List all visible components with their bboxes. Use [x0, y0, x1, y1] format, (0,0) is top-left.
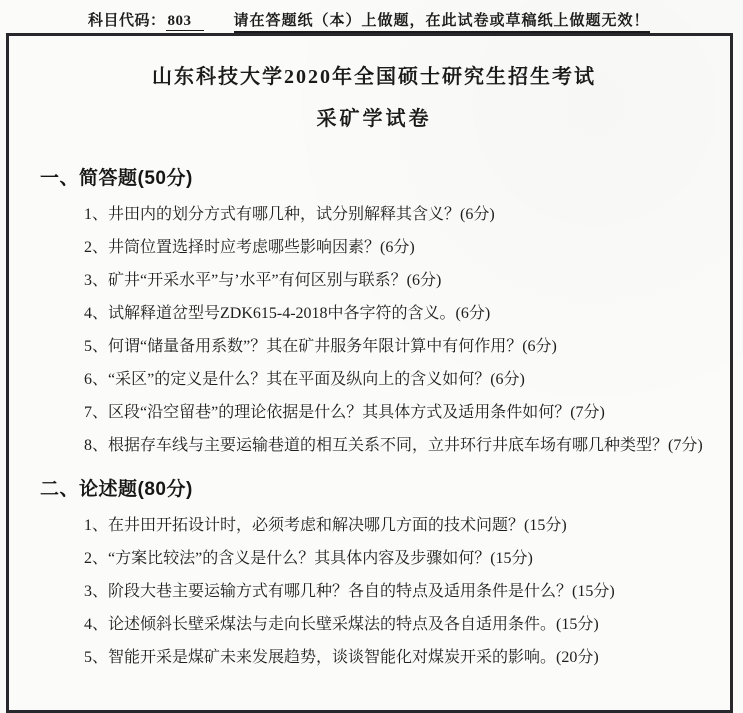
- answer-sheet-notice: 请在答题纸（本）上做题，在此试卷或草稿纸上做题无效！: [234, 9, 650, 33]
- question-item: 2、井筒位置选择时应考虑哪些影响因素？(6分): [84, 239, 415, 256]
- question-item: 2、“方案比较法”的含义是什么？其具体内容及步骤如何？(15分): [84, 550, 533, 567]
- question-item: 3、矿井“开采水平”与’水平”有何区别与联系？(6分): [84, 272, 442, 289]
- section-essay: [40, 474, 708, 668]
- paper-header: [88, 9, 650, 33]
- exam-subtitle: 采矿学试卷: [316, 108, 432, 130]
- question-item: 7、区段“沿空留巷”的理论依据是什么？其具体方式及适用条件如何？(7分): [84, 404, 605, 421]
- section-short-answer: [40, 163, 708, 456]
- subject-code-value: 803: [166, 13, 204, 31]
- question-item: 5、何谓“储量备用系数”？其在矿井服务年限计算中有何作用？(6分): [84, 338, 557, 355]
- question-item: 3、阶段大巷主要运输方式有哪几种？各自的特点及适用条件是什么？(15分): [84, 583, 615, 600]
- section-1-heading: 一、简答题(50分): [40, 168, 193, 189]
- question-item: 8、根据存车线与主要运输巷道的相互关系不同，立井环行井底车场有哪几种类型？(7分): [84, 437, 703, 454]
- question-item: 1、在井田开拓设计时，必须考虑和解决哪几方面的技术问题？(15分): [84, 517, 567, 534]
- page-border-frame: [6, 33, 733, 713]
- question-item: 6、“采区”的定义是什么？其在平面及纵向上的含义如何？(6分): [84, 371, 525, 388]
- question-item: 1、井田内的划分方式有哪几种，试分别解释其含义？(6分): [84, 206, 495, 223]
- question-item: 4、论述倾斜长壁采煤法与走向长壁采煤法的特点及各自适用条件。(15分): [84, 616, 599, 633]
- exam-title: 山东科技大学2020年全国硕士研究生招生考试: [152, 66, 596, 88]
- subject-code-label: 科目代码：: [88, 13, 166, 29]
- question-item: 4、试解释道岔型号ZDK615-4-2018中各字符的含义。(6分): [84, 305, 491, 322]
- question-item: 5、智能开采是煤矿未来发展趋势，谈谈智能化对煤炭开采的影响。(20分): [84, 649, 599, 666]
- section-2-heading: 二、论述题(80分): [40, 479, 193, 500]
